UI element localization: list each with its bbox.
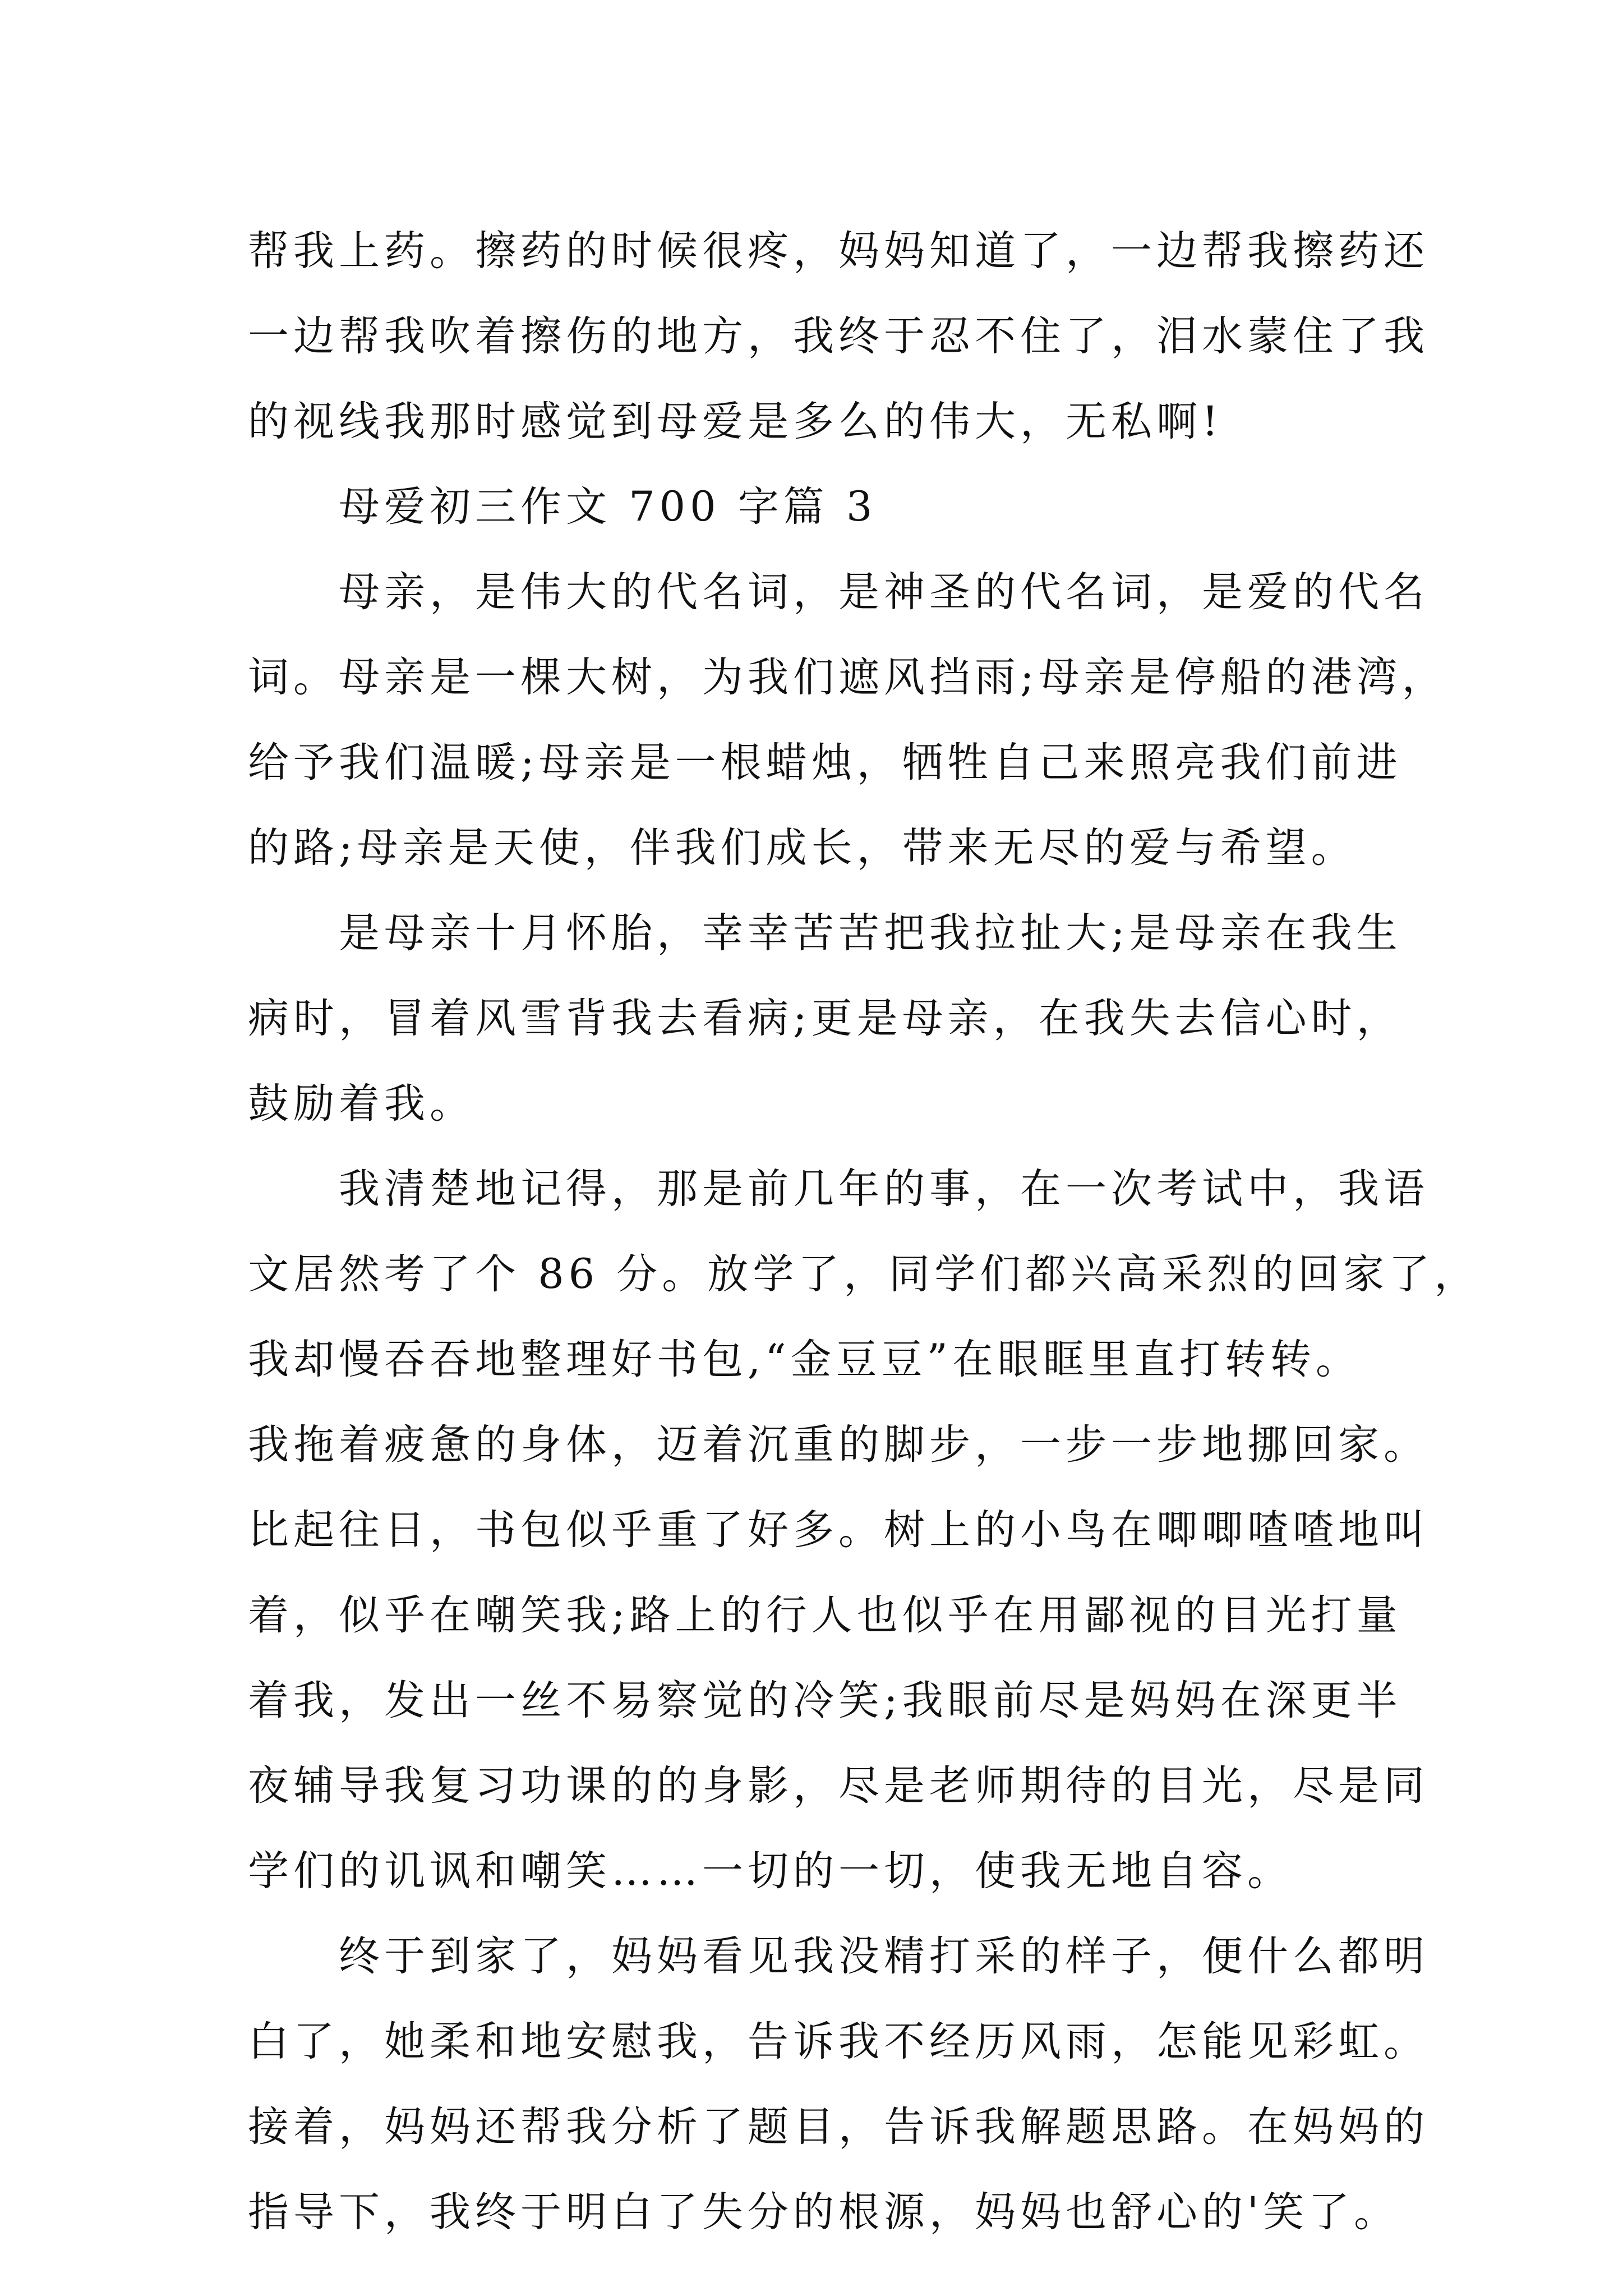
text-line: 比起往日，书包似乎重了好多。树上的小鸟在唧唧喳喳地叫	[248, 1506, 1429, 1554]
paragraph-first-line: 我清楚地记得，那是前几年的事，在一次考试中，我语	[339, 1165, 1429, 1213]
paragraph-first-line: 终于到家了，妈妈看见我没精打采的样子，便什么都明	[339, 1932, 1429, 1980]
essay-text-body	[248, 209, 1480, 2255]
text-line: 接着，妈妈还帮我分析了题目，告诉我解题思路。在妈妈的	[248, 2103, 1429, 2151]
text-line: 学们的讥讽和嘲笑……一切的一切，使我无地自容。	[248, 1847, 1293, 1895]
text-line: 病时，冒着风雪背我去看病;更是母亲，在我失去信心时，	[248, 995, 1402, 1042]
text-line: 我却慢吞吞地整理好书包,“金豆豆”在眼眶里直打转转。	[248, 1336, 1361, 1383]
text-line: 给予我们温暖;母亲是一根蜡烛，牺牲自己来照亮我们前进	[248, 739, 1402, 786]
text-line: 词。母亲是一棵大树，为我们遮风挡雨;母亲是停船的港湾，	[248, 654, 1447, 701]
paragraph-first-line: 母亲，是伟大的代名词，是神圣的代名词，是爱的代名	[339, 568, 1429, 616]
section-heading: 母爱初三作文 700 字篇 3	[339, 483, 877, 531]
text-line: 一边帮我吹着擦伤的地方，我终于忍不住了，泪水蒙住了我	[248, 312, 1429, 360]
text-line: 指导下，我终于明白了失分的根源，妈妈也舒心的'笑了。	[248, 2188, 1400, 2236]
text-line: 着，似乎在嘲笑我;路上的行人也似乎在用鄙视的目光打量	[248, 1591, 1402, 1639]
text-line: 帮我上药。擦药的时候很疼，妈妈知道了，一边帮我擦药还	[248, 227, 1429, 275]
text-line: 的视线我那时感觉到母爱是多么的伟大，无私啊!	[248, 398, 1223, 445]
paragraph-first-line: 是母亲十月怀胎，幸幸苦苦把我拉扯大;是母亲在我生	[339, 909, 1402, 957]
text-line: 我拖着疲惫的身体，迈着沉重的脚步，一步一步地挪回家。	[248, 1421, 1429, 1469]
text-line: 白了，她柔和地安慰我，告诉我不经历风雨，怎能见彩虹。	[248, 2018, 1429, 2065]
text-line: 夜辅导我复习功课的的身影，尽是老师期待的目光，尽是同	[248, 1762, 1429, 1810]
text-line: 的路;母亲是天使，伴我们成长，带来无尽的爱与希望。	[248, 824, 1357, 872]
text-line: 文居然考了个 86 分。放学了，同学们都兴高采烈的回家了，	[248, 1250, 1480, 1298]
text-line: 着我，发出一丝不易察觉的冷笑;我眼前尽是妈妈在深更半	[248, 1677, 1402, 1724]
text-line: 鼓励着我。	[248, 1080, 475, 1128]
